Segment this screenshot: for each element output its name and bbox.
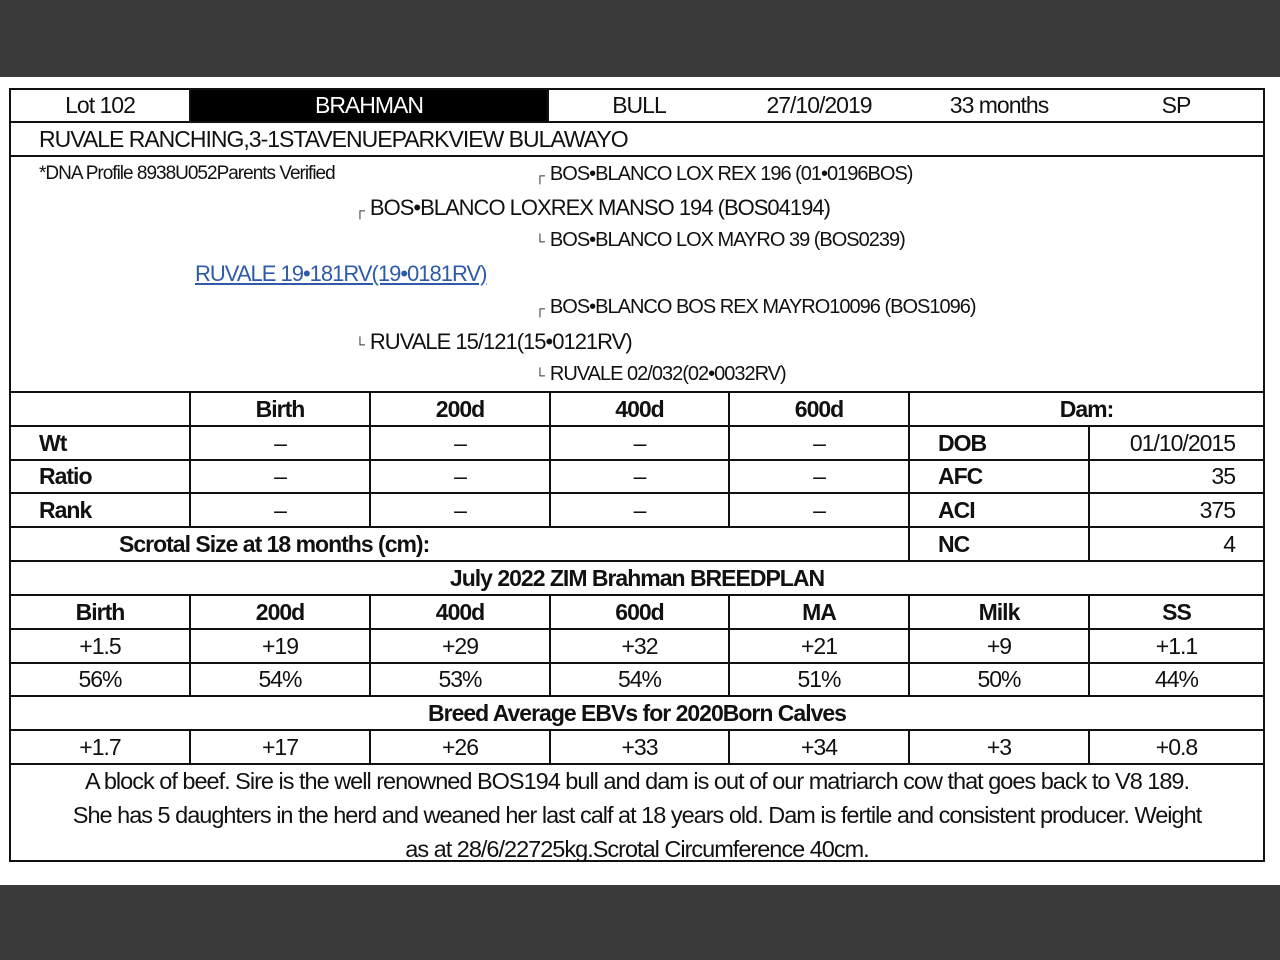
weights-header-400d: 400d [551,393,730,425]
ebv-600d: +32 [551,630,730,662]
wt-200d: – [371,427,551,459]
rank-birth: – [191,494,371,526]
dam-dam: └ RUVALE 02/032(02•0032RV) [535,363,786,385]
acc-ss: 44% [1154,666,1199,692]
breedplan-header-row [11,596,1263,630]
acc-birth: 56% [11,664,191,695]
owner-row [11,123,1263,157]
acc-ma: 51% [730,664,910,695]
ebv-birth: +1.5 [11,630,191,662]
ebv-header-birth: Birth [11,596,191,628]
row-label: Ratio [11,461,191,492]
wt-birth: – [191,427,371,459]
avg-ss: +0.8 [1155,733,1198,760]
acc-milk: 50% [910,664,1090,695]
row-label: Wt [11,427,191,459]
dam-nc-label: NC [910,528,1090,560]
description-line: A block of beef. Sire is the well renowned BOS194 bull and dam is out of our matriarch cow that goes back to V8 189. [84,768,1190,794]
sire-dam: └ BOS•BLANCO LOX MAYRO 39 (BOS0239) [535,229,905,251]
ebv-header-400d: 400d [371,596,551,628]
avg-400d: +26 [371,731,551,763]
acc-400d: 53% [371,664,551,695]
weights-header-200d: 200d [371,393,551,425]
age-label: 33 months [949,92,1049,118]
pedigree-section [11,157,1263,393]
dna-note: *DNA Profile 8938U052Parents Verified [39,163,335,184]
ebv-ma: +21 [730,630,910,662]
dam-sire: ┌ BOS•BLANCO BOS REX MAYRO10096 (BOS1096) [535,296,976,318]
ebv-ss: +1.1 [1155,632,1198,659]
owner-address: RUVALE RANCHING,3-1STAVENUEPARKVIEW BULAWAYO [39,125,628,152]
ebv-header-milk: Milk [910,596,1090,628]
breed-average-title-row [11,697,1263,731]
breed-label: BRAHMAN [191,90,549,121]
avg-600d: +33 [551,731,730,763]
ebv-200d: +19 [191,630,371,662]
ebv-milk: +9 [910,630,1090,662]
accuracy-row [11,664,1263,697]
breedplan-title: July 2022 ZIM Brahman BREEDPLAN [449,564,825,591]
ebv-header-ss: SS [1162,598,1191,625]
rank-200d: – [371,494,551,526]
dam-afc-value: 35 [1211,463,1235,489]
birth-date: 27/10/2019 [766,92,872,118]
scrotal-row [11,528,1263,562]
ebv-header-200d: 200d [191,596,371,628]
acc-600d: 54% [551,664,730,695]
dam: └ RUVALE 15/121(15•0121RV) [355,329,632,354]
ebv-header-600d: 600d [551,596,730,628]
table-row [11,427,1263,461]
dam-afc-label: AFC [910,461,1090,492]
table-row [11,461,1263,494]
sale-lot-card [9,88,1265,862]
scrotal-label: Scrotal Size at 18 months (cm): [11,528,910,560]
row-label: Rank [11,494,191,526]
document-page [0,77,1280,885]
weights-header-birth: Birth [191,393,371,425]
wt-400d: – [551,427,730,459]
ratio-birth: – [191,461,371,492]
description-line: She has 5 daughters in the herd and weaned her last calf at 18 years old. Dam is fertile and consistent producer. Weight [72,802,1202,828]
wt-600d: – [730,427,910,459]
weights-header-row [11,393,1263,427]
animal-name-link[interactable]: RUVALE 19•181RV(19•0181RV) [195,261,487,286]
dam-dob-value: 01/10/2015 [1129,429,1235,456]
description-line: as at 28/6/22725kg.Scrotal Circumference 40cm. [405,836,869,862]
lot-description [11,764,1263,860]
ebv-values-row [11,630,1263,664]
avg-birth: +1.7 [11,731,191,763]
sire: ┌ BOS•BLANCO LOXREX MANSO 194 (BOS04194) [355,195,830,220]
sex-label: BULL [612,92,666,118]
avg-milk: +3 [910,731,1090,763]
breedplan-title-row [11,562,1263,596]
lot-number: Lot 102 [11,90,191,121]
sire-sire: ┌ BOS•BLANCO LOX REX 196 (01•0196BOS) [535,163,913,185]
dam-aci-value: 375 [1199,496,1235,523]
breed-average-title: Breed Average EBVs for 2020Born Calves [428,699,846,726]
table-row [11,494,1263,528]
dam-nc-value: 4 [1223,530,1235,557]
breed-average-row [11,731,1263,765]
dam-title: Dam: [1059,395,1114,422]
acc-200d: 54% [191,664,371,695]
ebv-header-ma: MA [730,596,910,628]
avg-ma: +34 [730,731,910,763]
avg-200d: +17 [191,731,371,763]
rank-600d: – [730,494,910,526]
rank-400d: – [551,494,730,526]
ebv-400d: +29 [371,630,551,662]
weights-header-600d: 600d [730,393,910,425]
registry-code: SP [1161,92,1191,118]
ratio-200d: – [371,461,551,492]
ratio-400d: – [551,461,730,492]
dam-aci-label: ACI [910,494,1090,526]
ratio-600d: – [730,461,910,492]
dam-dob-label: DOB [910,427,1090,459]
header-row [11,90,1263,123]
weights-header-blank [11,393,191,425]
